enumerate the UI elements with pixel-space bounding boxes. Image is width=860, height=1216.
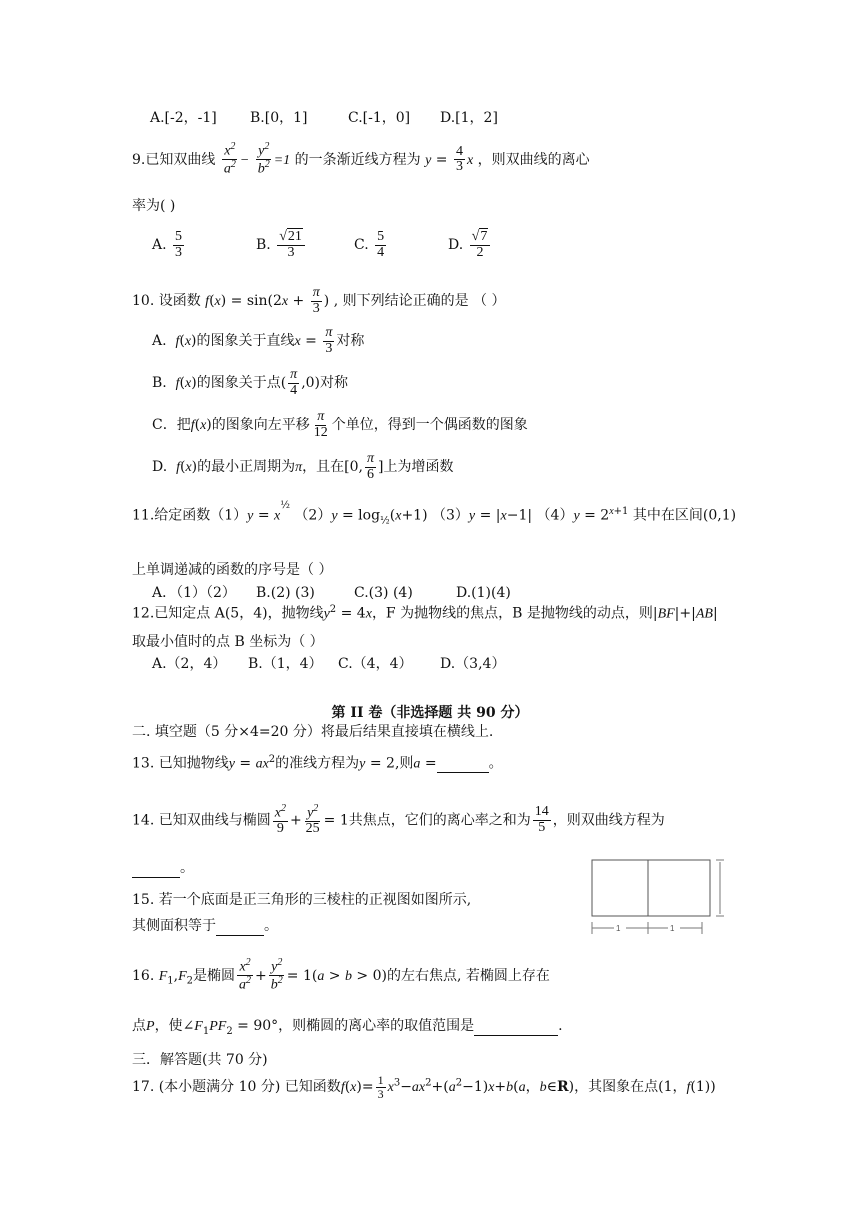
q9-prefix: 9.已知双曲线 [132,151,216,168]
q11-line2: 上单调递减的函数的序号是（ ） [132,562,333,578]
question-17: 17. (本小题满分 10 分) 已知函数f(x)= $\frac{1}{3}$ $x^3-ax^2+(a^2-1)x+b(a$，b∈R)，其图象在点(1，f(1)) [132,1073,716,1101]
q10-option-c: C．把f(x)的图象向左平移 $\frac{\pi}{12}$ 个单位，得到一个偶函数的图象 [152,409,528,440]
q12-option-b: B.（1，4） [248,656,323,672]
q9-option-d: D. $\frac{√7}{2}$ [448,230,492,260]
q11-option-d: D.(1)(4) [456,585,511,601]
q15-line1: 15. 若一个底面是正三角形的三棱柱的正视图如图所示, [132,892,472,908]
section-2-title: 第 II 卷（非选择题 共 90 分） [331,705,529,721]
prism-front-view-figure [584,858,734,942]
q12-option-a: A.（2，4） [152,656,227,672]
question-11: 11.给定函数$(1)y = x^{\frac{1}{2}}$ $(2)y = \log_{\frac{1}{2}}(x+1) (3)y = |x-1|$ $(4)y = 2^{x+1}$ 其中在区间(0,1) [132,500,737,527]
figure-label-left: 1 [616,924,621,933]
q11-option-c: C.(3) (4) [354,585,413,601]
q11-options [152,585,572,605]
q8-option-d: D.[1，2] [440,110,498,126]
q9-slope: $\frac{4}{3}$ [455,143,463,175]
q13-answer-blank[interactable] [437,756,489,774]
q8-options [150,110,670,130]
q9-suffix: ，则双曲线的离心 [477,151,590,168]
question-12: 12.已知定点 A(5，4)，抛物线$y^2 = 4x$，F 为抛物线的焦点，B 是抛物线的动点，则|BF|+|AB| [132,604,718,622]
q8-option-b: B.[0，1] [250,110,308,126]
q14-line2: 。 [132,860,194,878]
question-10: 10. 设函数 f(x) = sin(2x + $\frac{\pi}{3}$ ) , 则下列结论正确的是 （ ） [132,285,506,316]
q9-option-c: C. $\frac{5}{4}$ [354,229,385,260]
question-14: 14. 已知双曲线与椭圆 $\frac{x^2}{9}$ + $\frac{y^2}{25}$ = 1共焦点，它们的离心率之和为 $\frac{14}{5}$ ，则双曲线方程为 [132,803,665,837]
q9-y-fraction: $\frac{y^2}{b^2}$ [257,141,270,177]
q8-option-a: A.[-2，-1] [150,110,217,126]
q15-line2: 其侧面积等于 。 [132,918,278,934]
q12-option-d: D.（3,4） [440,656,506,672]
q9-x-fraction: $\frac{x^2}{a^2}$ [223,141,236,177]
figure-outer-rect [592,860,710,916]
q9-option-a: A. $\frac{5}{3}$ [152,229,183,260]
q10-option-a: A. f(x)的图象关于直线x = $\frac{\pi}{3}$ 对称 [152,325,365,356]
q9-options [152,222,552,266]
q16-line2: 点P，使$\angle F_1PF_2 = 90^\circ$，则椭圆的离心率的取值范围是 . [132,1018,563,1037]
q14-answer-blank[interactable] [132,860,180,878]
q11-option-a: A．（1）（2） [152,585,236,601]
q15-answer-blank[interactable] [216,918,264,936]
question-16: 16. $F_1,F_2$是椭圆 $\frac{x^2}{a^2}$ + $\frac{y^2}{b^2}$ = 1(a > b > 0)的左右焦点, 若椭圆上存在 [132,957,550,993]
figure-label-right: 1 [670,924,675,933]
q11-option-b: B.(2) (3) [256,585,315,601]
q9-middle: 的一条渐近线方程为 [294,151,421,168]
section-2-intro: 二. 填空题（5 分×4=20 分）将最后结果直接填在横线上. [132,724,494,740]
section-3-title: 三．解答题(共 70 分) [132,1052,268,1068]
q10-option-b: B. f(x)的图象关于点( $\frac{\pi}{4}$ ,0)对称 [152,367,349,398]
q16-answer-blank[interactable] [474,1018,558,1036]
q12-options [152,656,572,676]
question-9: 9.已知双曲线 $\frac{x^2}{a^2}$ − $\frac{y^2}{b^2}$ =1 的一条渐近线方程为 y = $\frac{4}{3}$ x ，则双曲线的离心 [132,141,590,177]
q8-option-c: C.[-1，0] [348,110,411,126]
q10-suffix: , 则下列结论正确的是 （ ） [333,293,506,310]
question-13: 13. 已知抛物线$y = ax^2$的准线方程为y = 2,则a = 。 [132,754,503,772]
q9-eq-one: =1 [273,152,291,168]
q12-option-c: C.（4，4） [338,656,413,672]
q12-line2: 取最小值时的点 B 坐标为（ ） [132,634,324,650]
q9-line2: 率为( ) [132,198,176,214]
q9-option-b: B. $\frac{√21}{3}$ [256,230,307,260]
q10-option-d: D. f(x)的最小正周期为π，且在[0, $\frac{\pi}{6}$ ]上为增函数 [152,451,454,482]
q10-prefix: 10. 设函数 [132,293,201,310]
